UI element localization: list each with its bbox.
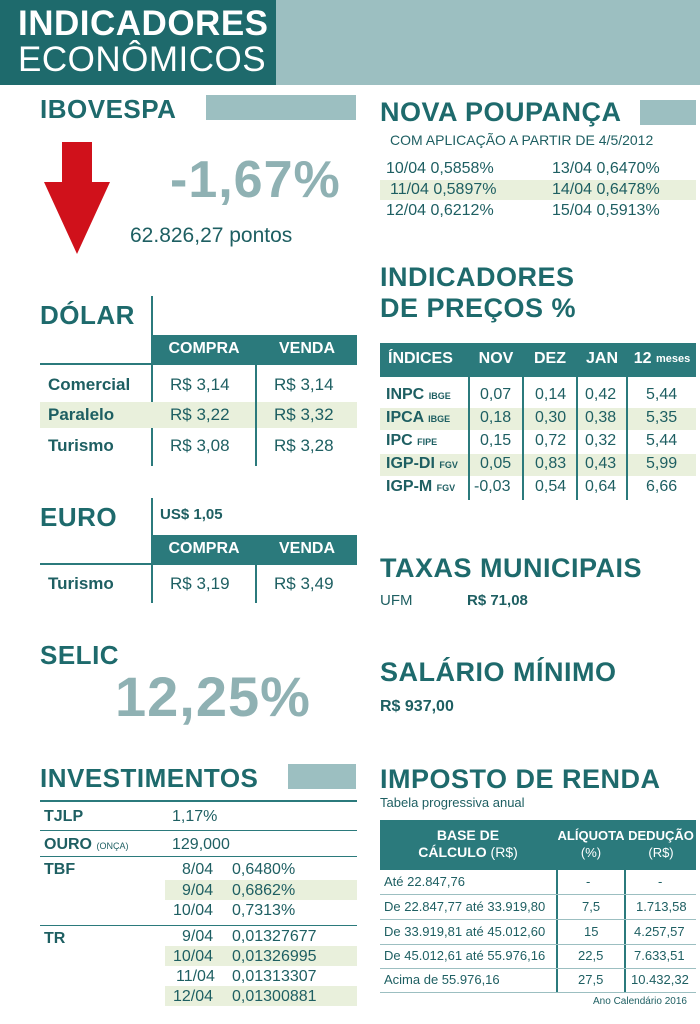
dolar-row-label: Paralelo (48, 405, 115, 424)
salario-title: SALÁRIO MÍNIMO (380, 657, 617, 687)
precos-nov: 0,18 (480, 409, 512, 426)
dolar-header-buy: COMPRA (153, 335, 255, 363)
investimentos-title-bar (288, 764, 356, 789)
dolar-row-sell: R$ 3,32 (274, 405, 334, 424)
tbf-value: 0,6862% (232, 882, 296, 899)
poupanca-value: 0,5858% (430, 160, 494, 177)
precos-vline (626, 343, 628, 500)
ir-base: De 22.847,77 até 33.919,80 (384, 899, 546, 914)
ir-hline (380, 868, 696, 870)
precos-nov: 0,07 (480, 386, 512, 403)
precos-12m: 5,99 (646, 455, 678, 472)
ir-ded: 7.633,51 (634, 948, 685, 963)
tr-value: 0,01327677 (232, 928, 317, 945)
euro-usd: US$ 1,05 (160, 506, 223, 523)
ir-aliq: 7,5 (582, 899, 601, 914)
precos-dez: 0,54 (535, 478, 567, 495)
ir-row-line (380, 944, 696, 945)
taxas-value: R$ 71,08 (467, 592, 528, 609)
ir-base: De 45.012,61 até 55.976,16 (384, 948, 546, 963)
dolar-row-sell: R$ 3,28 (274, 436, 334, 455)
tr-date: 9/04 (182, 928, 214, 945)
precos-nov: 0,05 (480, 455, 512, 472)
euro-header-buy: COMPRA (153, 535, 255, 563)
euro-hline (40, 563, 357, 565)
precos-12m: 5,35 (646, 409, 678, 426)
euro-row-label: Turismo (48, 574, 114, 593)
precos-vline (576, 343, 578, 500)
precos-header-dez: DEZ (524, 343, 576, 375)
taxas-label: UFM (380, 592, 413, 609)
poupanca-date: 13/04 (552, 160, 593, 177)
precos-row-name (386, 455, 458, 473)
precos-vline (522, 343, 524, 500)
precos-index-name: IPC (386, 432, 413, 449)
ir-ded: - (658, 874, 663, 889)
ir-subtitle: Tabela progressiva anual (380, 795, 525, 810)
precos-index-src: FGV (436, 483, 456, 493)
ir-aliq: 22,5 (578, 948, 604, 963)
ibovespa-title: IBOVESPA (40, 94, 177, 124)
precos-dez: 0,14 (535, 386, 567, 403)
precos-jan: 0,42 (585, 386, 617, 403)
precos-header-nov: NOV (470, 343, 522, 375)
dolar-row-sell: R$ 3,14 (274, 375, 334, 394)
poupanca-date: 14/04 (552, 181, 593, 198)
selic-title: SELIC (40, 640, 120, 670)
poupanca-row (552, 181, 660, 199)
tr-date: 12/04 (173, 988, 214, 1005)
euro-title: EURO (40, 502, 118, 532)
dolar-row-label: Turismo (48, 436, 114, 455)
tjlp-value: 1,17% (172, 808, 218, 825)
ir-header-ded-text: DEDUÇÃO (628, 828, 694, 843)
precos-index-src: IBGE (428, 414, 451, 424)
ir-header-base-unit: (R$) (490, 844, 518, 860)
ir-base: Até 22.847,76 (384, 874, 465, 889)
precos-nov: -0,03 (474, 478, 511, 495)
ir-footnote: Ano Calendário 2016 (593, 996, 687, 1007)
poupanca-title-bar (640, 100, 696, 125)
precos-row-name (386, 478, 455, 496)
salario-value: R$ 937,00 (380, 698, 454, 715)
ir-header-aliq (558, 820, 624, 868)
poupanca-row (390, 181, 496, 199)
euro-row-sell: R$ 3,49 (274, 574, 334, 593)
precos-header-indices: ÍNDICES (380, 343, 468, 375)
poupanca-date: 12/04 (386, 202, 427, 219)
ir-base: Acima de 55.976,16 (384, 972, 500, 987)
selic-value: 12,25% (115, 665, 311, 728)
precos-dez: 0,72 (535, 432, 567, 449)
poupanca-date: 15/04 (552, 202, 593, 219)
precos-title-line1: INDICADORES (380, 262, 575, 292)
ouro-label-text: OURO (44, 836, 92, 853)
ir-title: IMPOSTO DE RENDA (380, 764, 661, 794)
poupanca-value: 0,6470% (596, 160, 660, 177)
poupanca-row (552, 202, 660, 220)
taxas-title: TAXAS MUNICIPAIS (380, 553, 643, 583)
tbf-date: 10/04 (173, 902, 214, 919)
tbf-label: TBF (44, 861, 76, 878)
precos-header-12m-unit: meses (655, 353, 691, 365)
poupanca-date: 11/04 (390, 181, 429, 198)
ir-aliq: - (586, 874, 591, 889)
poupanca-row (386, 160, 494, 178)
ir-header-aliq-text: ALÍQUOTA (557, 828, 625, 843)
ir-row-line (380, 919, 696, 920)
tbf-value: 0,7313% (232, 902, 296, 919)
ir-header-base-text: CÁLCULO (418, 844, 487, 860)
precos-index-src: IBGE (428, 391, 451, 401)
poupanca-row (552, 160, 660, 178)
precos-row-name (386, 409, 450, 427)
ir-aliq: 15 (584, 924, 599, 939)
precos-index-name: IGP-DI (386, 455, 435, 472)
tbf-date: 8/04 (182, 861, 214, 878)
tr-value: 0,01326995 (232, 948, 317, 965)
precos-nov: 0,15 (480, 432, 512, 449)
precos-header-12m-num: 12 (633, 350, 652, 367)
inv-hline-3 (40, 856, 357, 857)
dolar-vline-title (151, 296, 153, 466)
ir-row-line (380, 968, 696, 969)
dolar-row-buy: R$ 3,08 (170, 436, 230, 455)
tr-value: 0,01300881 (232, 988, 317, 1005)
inv-hline-4 (40, 925, 357, 926)
inv-hline-2 (40, 830, 357, 831)
poupanca-title: NOVA POUPANÇA (380, 97, 622, 127)
precos-index-name: INPC (386, 386, 425, 403)
precos-index-name: IGP-M (386, 478, 433, 495)
ibovespa-change: -1,67% (170, 151, 341, 209)
precos-hline (380, 375, 696, 377)
ibovespa-points: 62.826,27 pontos (130, 224, 293, 247)
ir-aliq: 27,5 (578, 972, 604, 987)
dolar-hline (40, 363, 357, 365)
precos-row-name (386, 386, 451, 404)
tr-date: 10/04 (173, 948, 214, 965)
precos-12m: 5,44 (646, 386, 678, 403)
poupanca-value: 0,5913% (596, 202, 660, 219)
dolar-row-buy: R$ 3,14 (170, 375, 230, 394)
poupanca-subtitle: COM APLICAÇÃO A PARTIR DE 4/5/2012 (390, 132, 654, 148)
ir-ded: 10.432,32 (631, 972, 689, 987)
ir-header-base-l2 (418, 844, 518, 861)
header-title-line1: INDICADORES (18, 4, 269, 43)
precos-jan: 0,32 (585, 432, 617, 449)
ir-base: De 33.919,81 até 45.012,60 (384, 924, 546, 939)
precos-row-name (386, 432, 437, 450)
euro-header-sell: VENDA (257, 535, 357, 563)
dolar-title: DÓLAR (40, 300, 135, 330)
precos-vline (468, 343, 470, 500)
header-title-line2: ECONÔMICOS (18, 40, 267, 79)
precos-index-src: FIPE (417, 437, 438, 447)
dolar-header-sell: VENDA (257, 335, 357, 363)
precos-index-src: FGV (439, 460, 458, 470)
ibovespa-title-bar (206, 95, 356, 120)
poupanca-value: 0,5897% (433, 181, 497, 198)
euro-row-buy: R$ 3,19 (170, 574, 230, 593)
precos-index-name: IPCA (386, 409, 424, 426)
precos-header-12m (628, 343, 696, 375)
ouro-unit: (ONÇA) (96, 841, 129, 851)
ir-header-ded-unit: (R$) (648, 845, 674, 860)
precos-12m: 6,66 (646, 478, 678, 495)
poupanca-value: 0,6212% (430, 202, 494, 219)
ir-ded: 1.713,58 (636, 899, 687, 914)
ir-vline (624, 820, 626, 992)
precos-dez: 0,83 (535, 455, 567, 472)
tbf-value: 0,6480% (232, 861, 296, 878)
ir-vline (556, 820, 558, 992)
tr-value: 0,01313307 (232, 968, 317, 985)
ir-ded: 4.257,57 (634, 924, 685, 939)
euro-vline-mid (255, 535, 257, 603)
precos-12m: 5,44 (646, 432, 678, 449)
precos-dez: 0,30 (535, 409, 567, 426)
down-arrow-icon (44, 142, 110, 254)
tbf-date: 9/04 (182, 882, 214, 899)
poupanca-row (386, 202, 494, 220)
precos-jan: 0,38 (585, 409, 617, 426)
tr-date: 11/04 (176, 968, 215, 985)
poupanca-date: 10/04 (386, 160, 427, 177)
ir-header-base-l1: BASE DE (436, 827, 500, 843)
ir-row-line (380, 992, 696, 993)
precos-jan: 0,43 (585, 455, 617, 472)
ir-header-ded (626, 820, 696, 868)
inv-hline-1 (40, 800, 357, 802)
poupanca-value: 0,6478% (596, 181, 660, 198)
dolar-vline-mid (255, 335, 257, 466)
ir-row-line (380, 894, 696, 895)
precos-header-jan: JAN (578, 343, 626, 375)
precos-jan: 0,64 (585, 478, 617, 495)
dolar-row-label: Comercial (48, 375, 131, 394)
investimentos-title: INVESTIMENTOS (40, 763, 259, 793)
precos-title-line2: DE PREÇOS % (380, 293, 577, 323)
ouro-value: 129,000 (172, 836, 230, 853)
tr-label: TR (44, 930, 66, 947)
ouro-label (44, 836, 128, 854)
dolar-row-buy: R$ 3,22 (170, 405, 230, 424)
ir-header-base (380, 820, 556, 868)
tjlp-label: TJLP (44, 808, 84, 825)
ir-header-aliq-unit: (%) (580, 845, 602, 860)
